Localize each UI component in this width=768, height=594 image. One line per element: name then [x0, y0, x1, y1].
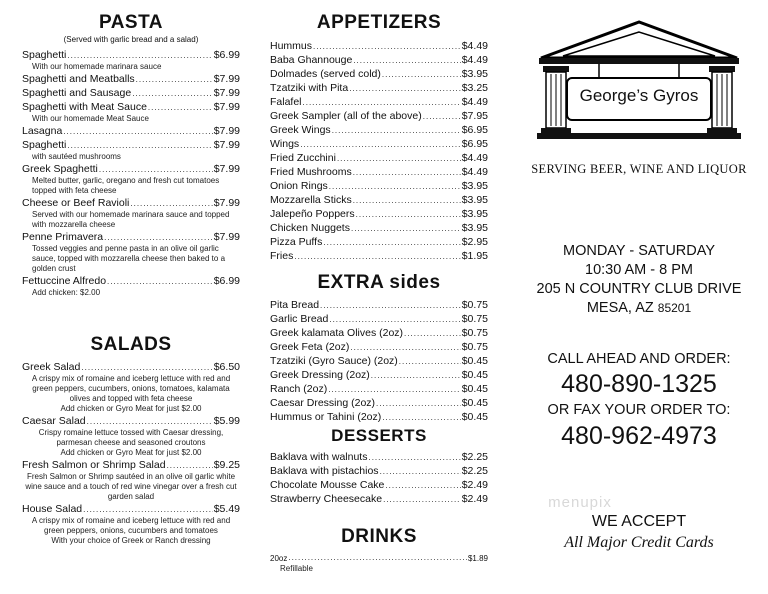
item-name: Chicken Nuggets	[270, 222, 350, 234]
dot-leader	[288, 552, 467, 564]
item-price: $3.95	[461, 194, 488, 206]
dot-leader	[63, 126, 212, 138]
item-name: Chocolate Mousse Cake	[270, 479, 385, 491]
menu-item	[270, 354, 488, 368]
item-name: Greek Salad	[22, 361, 81, 373]
dot-leader	[167, 460, 213, 472]
dot-leader	[294, 251, 460, 263]
item-price: $4.49	[461, 54, 488, 66]
dot-leader	[303, 97, 461, 109]
extra-sides-list	[270, 298, 488, 424]
dot-leader	[320, 300, 461, 312]
item-description: With our homemade marinara sauce	[32, 62, 162, 71]
dot-leader	[329, 314, 460, 326]
item-description: Tossed veggies and penne pasta in an olive oil garlic sauce, topped with mozzarella cheese then baked to a golden crust	[32, 244, 226, 273]
item-price: $7.99	[213, 125, 240, 137]
left-column	[22, 0, 240, 546]
menu-item	[22, 502, 240, 516]
dot-leader	[329, 181, 461, 193]
pasta-list	[22, 48, 240, 298]
item-price: $2.49	[461, 479, 488, 491]
item-price: $7.99	[213, 231, 240, 243]
pasta-note: (Served with garlic bread and a salad)	[63, 35, 199, 44]
item-extra-note: Add chicken or Gyro Meat for just $2.00	[60, 448, 202, 457]
item-price: $2.25	[461, 451, 488, 463]
menu-item	[270, 552, 488, 564]
item-price: $6.50	[213, 361, 240, 373]
item-description: Add chicken: $2.00	[32, 288, 101, 297]
cards-label: All Major Credit Cards	[564, 534, 714, 551]
appetizers-heading: APPETIZERS	[316, 12, 442, 33]
item-name: Greek Sampler (all of the above)	[270, 110, 422, 122]
item-price: $2.95	[461, 236, 488, 248]
item-name: Jalepeño Poppers	[270, 208, 355, 220]
hours-block	[510, 242, 768, 318]
item-price: $0.75	[461, 341, 488, 353]
menu-item	[270, 340, 488, 354]
item-price: $7.95	[461, 110, 488, 122]
menu-item	[270, 326, 488, 340]
item-price: $6.99	[213, 49, 240, 61]
pasta-heading: PASTA	[98, 12, 164, 33]
menu-item	[270, 67, 488, 81]
item-name: Baba Ghannouge	[270, 54, 353, 66]
dot-leader	[353, 167, 461, 179]
item-name: Lasagna	[22, 125, 63, 137]
menu-item	[22, 360, 240, 374]
item-price: $0.45	[461, 411, 488, 423]
item-name: Mozzarella Sticks	[270, 194, 352, 206]
menu-item	[22, 458, 240, 472]
item-name: Hummus or Tahini (2oz)	[270, 411, 382, 423]
middle-column	[270, 0, 488, 574]
item-price: $4.49	[461, 152, 488, 164]
fax-label: OR FAX YOUR ORDER TO:	[547, 402, 731, 418]
menu-item	[270, 492, 488, 506]
dot-leader	[399, 356, 461, 368]
menu-item	[270, 450, 488, 464]
item-price: $7.99	[213, 197, 240, 209]
item-name: Caesar Dressing (2oz)	[270, 397, 376, 409]
dot-leader	[380, 466, 461, 478]
dot-leader	[382, 69, 461, 81]
item-name: Fried Mushrooms	[270, 166, 352, 178]
menu-item	[270, 312, 488, 326]
item-name: Spaghetti with Meat Sauce	[22, 101, 147, 113]
item-name: Falafel	[270, 96, 302, 108]
item-description: Crispy romaine lettuce tossed with Caesar dressing, parmesan cheese and seasoned croutons	[38, 428, 224, 447]
dot-leader	[383, 494, 461, 506]
item-price: $0.75	[461, 299, 488, 311]
menu-item	[270, 137, 488, 151]
dot-leader	[104, 232, 213, 244]
item-price: $3.25	[461, 82, 488, 94]
dot-leader	[148, 102, 213, 114]
item-price: $0.75	[461, 327, 488, 339]
menu-item	[22, 162, 240, 176]
item-name: Spaghetti	[22, 139, 67, 151]
item-name: Fries	[270, 250, 294, 262]
dot-leader	[136, 74, 213, 86]
item-name: Spaghetti and Meatballs	[22, 73, 135, 85]
item-name: Tzatziki (Gyro Sauce) (2oz)	[270, 355, 398, 367]
item-name: Cheese or Beef Ravioli	[22, 197, 130, 209]
menu-item	[22, 124, 240, 138]
item-name: Baklava with walnuts	[270, 451, 368, 463]
dot-leader	[376, 398, 461, 410]
item-price: $1.89	[467, 554, 488, 563]
street-address: 205 N COUNTRY CLUB DRIVE	[536, 281, 742, 297]
city: MESA, AZ	[586, 300, 654, 316]
order-block	[510, 350, 768, 452]
item-price: $4.49	[461, 166, 488, 178]
item-name: Wings	[270, 138, 300, 150]
item-name: Dolmades (served cold)	[270, 68, 381, 80]
item-name: Greek Dressing (2oz)	[270, 369, 370, 381]
item-price: $5.49	[213, 503, 240, 515]
menu-item	[22, 138, 240, 152]
item-description: A crispy mix of romaine and iceberg lettuce with red and green peppers, cucumbers, onions, tomatoes, kalamata olives and topped with feta cheese	[31, 374, 231, 403]
menu-item	[22, 100, 240, 114]
item-name: Hummus	[270, 40, 313, 52]
item-price: $7.99	[213, 139, 240, 151]
menu-item	[270, 207, 488, 221]
dot-leader	[353, 55, 460, 67]
item-name: Greek Wings	[270, 124, 331, 136]
dot-leader	[351, 223, 461, 235]
dot-leader	[300, 139, 461, 151]
item-price: $6.95	[461, 138, 488, 150]
menu-item	[270, 298, 488, 312]
item-name: Pizza Puffs	[270, 236, 323, 248]
item-price: $2.25	[461, 465, 488, 477]
item-price: $3.95	[461, 222, 488, 234]
item-description: With our homemade Meat Sauce	[32, 114, 149, 123]
item-name: Fried Zucchini	[270, 152, 336, 164]
item-price: $6.95	[461, 124, 488, 136]
fax-number: 480-962-4973	[561, 422, 717, 450]
item-price: $7.99	[213, 163, 240, 175]
menu-item	[270, 123, 488, 137]
drinks-list	[270, 552, 488, 574]
item-price: $6.99	[213, 275, 240, 287]
menu-item	[22, 274, 240, 288]
item-description: with sautéed mushrooms	[32, 152, 121, 161]
desserts-list	[270, 450, 488, 506]
item-name: Garlic Bread	[270, 313, 329, 325]
menu-item	[270, 249, 488, 263]
days: MONDAY - SATURDAY	[563, 243, 715, 259]
dot-leader	[313, 41, 461, 53]
item-price: $7.99	[213, 87, 240, 99]
item-name: Greek Spaghetti	[22, 163, 98, 175]
menu-item	[270, 39, 488, 53]
menu-item	[22, 414, 240, 428]
item-name: Greek Feta (2oz)	[270, 341, 350, 353]
item-price: $5.99	[213, 415, 240, 427]
dot-leader	[371, 370, 461, 382]
dot-leader	[404, 328, 461, 340]
salads-heading: SALADS	[90, 334, 172, 355]
call-label: CALL AHEAD AND ORDER:	[547, 351, 731, 367]
menu-item	[270, 81, 488, 95]
dot-leader	[332, 125, 461, 137]
item-name: Spaghetti	[22, 49, 67, 61]
dot-leader	[423, 111, 461, 123]
item-name: Pita Bread	[270, 299, 320, 311]
logo-name: George’s Gyros	[579, 86, 699, 105]
accept-label: WE ACCEPT	[591, 513, 687, 530]
item-description: Fresh Salmon or Shrimp sautéed in an olive oil garlic white wine sauce and a touch of red wine vinegar over a fresh cut garden salad	[25, 472, 237, 501]
city-line	[510, 299, 768, 318]
zip: 85201	[657, 301, 692, 315]
drinks-heading: DRINKS	[341, 526, 417, 547]
dot-leader	[67, 140, 212, 152]
menu-item	[270, 221, 488, 235]
dot-leader	[328, 384, 461, 396]
dot-leader	[368, 452, 460, 464]
menu-item	[270, 410, 488, 424]
dot-leader	[107, 276, 213, 288]
menu-item	[270, 151, 488, 165]
hours: 10:30 AM - 8 PM	[585, 262, 693, 278]
item-price: $4.49	[461, 96, 488, 108]
item-price: $0.45	[461, 369, 488, 381]
item-price: $7.99	[213, 101, 240, 113]
menu-item	[22, 72, 240, 86]
item-price: $0.75	[461, 313, 488, 325]
dot-leader	[130, 198, 212, 210]
item-name: Baklava with pistachios	[270, 465, 379, 477]
item-price: $4.49	[461, 40, 488, 52]
item-price: $0.45	[461, 397, 488, 409]
menu-item	[270, 464, 488, 478]
item-name: Onion Rings	[270, 180, 328, 192]
menu-item	[22, 86, 240, 100]
tagline: SERVING BEER, WINE AND LIQUOR	[531, 162, 747, 176]
dot-leader	[353, 195, 461, 207]
dot-leader	[349, 83, 461, 95]
appetizers-list	[270, 39, 488, 263]
dot-leader	[132, 88, 213, 100]
menu-item	[22, 230, 240, 244]
item-name: Fettuccine Alfredo	[22, 275, 107, 287]
menu-item	[270, 95, 488, 109]
salads-list	[22, 360, 240, 546]
item-name: 20oz	[270, 554, 288, 563]
item-name: Penne Primavera	[22, 231, 104, 243]
dot-leader	[87, 416, 213, 428]
item-name: House Salad	[22, 503, 83, 515]
item-description: Refillable	[280, 564, 313, 573]
phone-number[interactable]: 480-890-1325	[561, 370, 717, 398]
item-name: Spaghetti and Sausage	[22, 87, 132, 99]
item-description: Served with our homemade marinara sauce and topped with mozzarella cheese	[32, 210, 230, 229]
logo	[537, 20, 741, 140]
dot-leader	[356, 209, 461, 221]
item-price: $3.95	[461, 180, 488, 192]
menu-item	[270, 193, 488, 207]
menu-item	[270, 179, 488, 193]
item-price: $0.45	[461, 355, 488, 367]
item-price: $0.45	[461, 383, 488, 395]
menu-item	[270, 235, 488, 249]
item-name: Caesar Salad	[22, 415, 86, 427]
dot-leader	[83, 504, 213, 516]
menu-item	[270, 478, 488, 492]
menu-item	[270, 53, 488, 67]
item-name: Ranch (2oz)	[270, 383, 328, 395]
dot-leader	[67, 50, 212, 62]
menu-item	[270, 368, 488, 382]
item-extra-note: Add chicken or Gyro Meat for just $2.00	[60, 404, 202, 413]
menu-item	[270, 382, 488, 396]
item-price: $3.95	[461, 208, 488, 220]
watermark: menupix	[548, 494, 612, 511]
dot-leader	[99, 164, 213, 176]
menu-item	[270, 165, 488, 179]
item-name: Fresh Salmon or Shrimp Salad	[22, 459, 166, 471]
item-name: Tzatziki with Pita	[270, 82, 349, 94]
menu-item	[22, 196, 240, 210]
item-name: Strawberry Cheesecake	[270, 493, 383, 505]
menu-item	[270, 396, 488, 410]
item-extra-note: With your choice of Greek or Ranch dressing	[51, 536, 211, 545]
dot-leader	[323, 237, 460, 249]
item-price: $2.49	[461, 493, 488, 505]
item-price: $1.95	[461, 250, 488, 262]
item-price: $7.99	[213, 73, 240, 85]
extra-sides-heading: EXTRA sides	[317, 272, 441, 293]
dot-leader	[382, 412, 460, 424]
dot-leader	[337, 153, 461, 165]
dot-leader	[350, 342, 460, 354]
item-description: Melted butter, garlic, oregano and fresh cut tomatoes topped with feta cheese	[32, 176, 220, 195]
desserts-heading: DESSERTS	[331, 426, 427, 445]
item-price: $3.95	[461, 68, 488, 80]
menu-item	[270, 109, 488, 123]
item-description: A crispy mix of romaine and iceberg lettuce with red and green peppers, onions, cucumbers and tomatoes	[31, 516, 231, 535]
menu-item	[22, 48, 240, 62]
dot-leader	[385, 480, 460, 492]
item-name: Greek kalamata Olives (2oz)	[270, 327, 404, 339]
item-price: $9.25	[213, 459, 240, 471]
dot-leader	[81, 362, 212, 374]
payment-block	[510, 512, 768, 554]
temple-logo-icon	[537, 20, 741, 140]
